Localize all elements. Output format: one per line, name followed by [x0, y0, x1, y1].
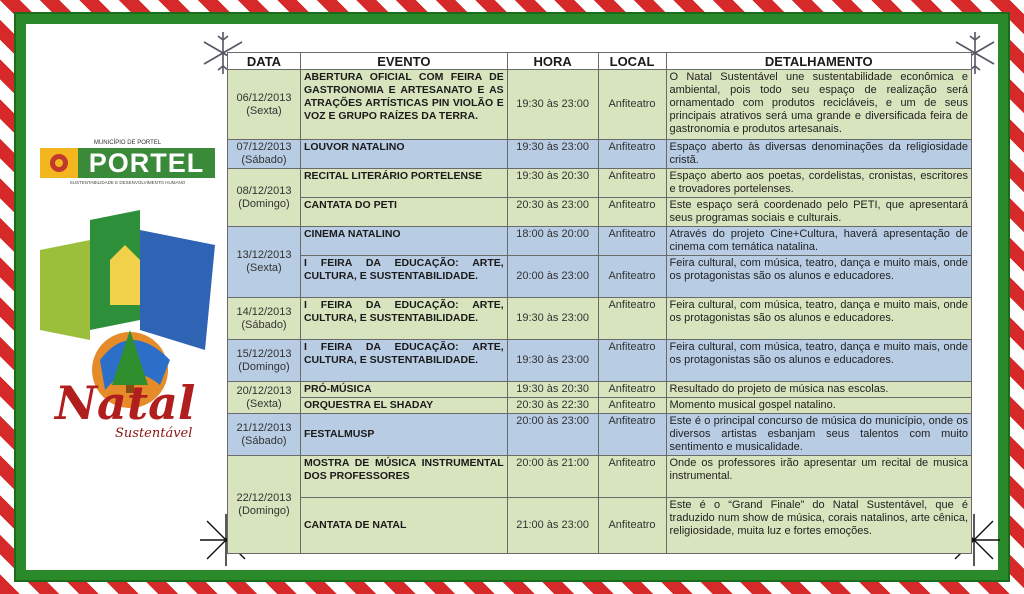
row-place: Anfiteatro	[598, 70, 666, 140]
table-row	[228, 227, 972, 256]
row-date: 15/12/2013 (Domingo)	[228, 340, 301, 382]
row-hour: 21:00 às 23:00	[507, 498, 598, 554]
row-hour: 20:00 às 23:00	[507, 414, 598, 456]
row-event: PRÓ-MÚSICA	[300, 382, 507, 398]
row-hour: 19:30 às 23:00	[507, 298, 598, 340]
row-event: ABERTURA OFICIAL COM FEIRA DE GASTRONOMIA E ARTESANATO E AS ATRAÇÕES ARTÍSTICAS PIN VIOLÃO E VOZ E GRUPO RAÍZES DA TERRA.	[300, 70, 507, 140]
row-detail: Este espaço será coordenado pelo PETI, que apresentará seus programas sociais e culturais.	[666, 198, 972, 227]
row-date: 14/12/2013 (Sábado)	[228, 298, 301, 340]
row-detail: Feira cultural, com música, teatro, dança e muito mais, onde os protagonistas são os alunos e educadores.	[666, 298, 972, 340]
row-event: CANTATA DO PETI	[300, 198, 507, 227]
col-header-date: DATA	[228, 53, 301, 70]
row-place: Anfiteatro	[598, 414, 666, 456]
row-date: 08/12/2013 (Domingo)	[228, 169, 301, 227]
row-detail: Este é o “Grand Finale” do Natal Sustentável, que é traduzido num show de música, corais natalinos, arte cênica, religiosidade, muita luz e fortes emoções.	[666, 498, 972, 554]
col-header-event: EVENTO	[300, 53, 507, 70]
row-hour: 20:00 às 21:00	[507, 456, 598, 498]
row-hour: 19:30 às 20:30	[507, 382, 598, 398]
table-row	[228, 169, 972, 198]
table-row	[228, 414, 972, 456]
event-schedule-table	[227, 52, 972, 554]
col-header-hour: HORA	[507, 53, 598, 70]
row-event: CANTATA DE NATAL	[300, 498, 507, 554]
row-detail: Feira cultural, com música, teatro, dança e muito mais, onde os protagonistas são os alunos e educadores.	[666, 256, 972, 298]
row-date: 07/12/2013 (Sábado)	[228, 140, 301, 169]
row-hour: 19:30 às 23:00	[507, 340, 598, 382]
row-place: Anfiteatro	[598, 198, 666, 227]
row-hour: 19:30 às 20:30	[507, 169, 598, 198]
row-date: 20/12/2013 (Sexta)	[228, 382, 301, 414]
table-header-row	[228, 53, 972, 70]
sun-emblem-icon	[40, 148, 78, 178]
natal-wordmark: Natal	[55, 376, 196, 430]
row-event: MOSTRA DE MÚSICA INSTRUMENTAL DOS PROFESSORES	[300, 456, 507, 498]
row-hour: 19:30 às 23:00	[507, 140, 598, 169]
table-row	[228, 498, 972, 554]
row-event: CINEMA NATALINO	[300, 227, 507, 256]
row-hour: 18:00 às 20:00	[507, 227, 598, 256]
portel-logo-block	[40, 140, 215, 450]
row-detail: Através do projeto Cine+Cultura, haverá apresentação de cinema com temática natalina.	[666, 227, 972, 256]
row-date: 21/12/2013 (Sábado)	[228, 414, 301, 456]
row-detail: Espaço aberto aos poetas, cordelistas, cronistas, escritores e trovadores portelenses.	[666, 169, 972, 198]
row-date: 22/12/2013 (Domingo)	[228, 456, 301, 554]
row-date: 13/12/2013 (Sexta)	[228, 227, 301, 298]
sustentavel-wordmark: Sustentável	[115, 426, 193, 441]
row-detail: Este é o principal concurso de música do município, onde os diversos artistas esbanjam seus talentos com muito sentimento e musicalidade.	[666, 414, 972, 456]
row-place: Anfiteatro	[598, 298, 666, 340]
logo-caption: MUNICÍPIO DE PORTEL	[93, 140, 162, 146]
row-detail: O Natal Sustentável une sustentabilidade econômica e ambiental, pois todo seu espaço de realização será ornamentado com produtos recicláveis, e um de seus principais atrativos será uma grande e diversificada feira de gastronomia e produtos artesanais.	[666, 70, 972, 140]
table-row	[228, 382, 972, 398]
table-row	[228, 256, 972, 298]
row-place: Anfiteatro	[598, 498, 666, 554]
row-event: I FEIRA DA EDUCAÇÃO: ARTE, CULTURA, E SUSTENTABILIDADE.	[300, 256, 507, 298]
row-event: FESTALMUSP	[300, 414, 507, 456]
row-place: Anfiteatro	[598, 398, 666, 414]
row-place: Anfiteatro	[598, 340, 666, 382]
row-date: 06/12/2013 (Sexta)	[228, 70, 301, 140]
portel-brand: PORTEL	[78, 148, 215, 178]
row-detail: Momento musical gospel natalino.	[666, 398, 972, 414]
table-row	[228, 456, 972, 498]
row-place: Anfiteatro	[598, 456, 666, 498]
row-event: ORQUESTRA EL SHADAY	[300, 398, 507, 414]
row-event: RECITAL LITERÁRIO PORTELENSE	[300, 169, 507, 198]
table-row	[228, 198, 972, 227]
row-detail: Onde os professores irão apresentar um recital de musica instrumental.	[666, 456, 972, 498]
col-header-detail: DETALHAMENTO	[666, 53, 972, 70]
row-hour: 20:00 às 23:00	[507, 256, 598, 298]
table-row	[228, 340, 972, 382]
row-event: I FEIRA DA EDUCAÇÃO: ARTE, CULTURA, E SUSTENTABILIDADE.	[300, 298, 507, 340]
col-header-place: LOCAL	[598, 53, 666, 70]
row-place: Anfiteatro	[598, 227, 666, 256]
row-hour: 20:30 às 22:30	[507, 398, 598, 414]
row-event: I FEIRA DA EDUCAÇÃO: ARTE, CULTURA, E SUSTENTABILIDADE.	[300, 340, 507, 382]
row-detail: Resultado do projeto de música nas escolas.	[666, 382, 972, 398]
row-hour: 19:30 às 23:00	[507, 70, 598, 140]
row-hour: 20:30 às 23:00	[507, 198, 598, 227]
row-place: Anfiteatro	[598, 169, 666, 198]
table-row	[228, 298, 972, 340]
table-row	[228, 398, 972, 414]
table-row	[228, 70, 972, 140]
portel-logo	[40, 148, 215, 178]
portel-tagline: SUSTENTABILIDADE E DESENVOLVIMENTO HUMANO	[69, 180, 186, 185]
row-detail: Feira cultural, com música, teatro, dança e muito mais, onde os protagonistas são os alunos e educadores.	[666, 340, 972, 382]
table-row	[228, 140, 972, 169]
row-place: Anfiteatro	[598, 140, 666, 169]
row-detail: Espaço aberto às diversas denominações da religiosidade cristã.	[666, 140, 972, 169]
row-event: LOUVOR NATALINO	[300, 140, 507, 169]
row-place: Anfiteatro	[598, 382, 666, 398]
row-place: Anfiteatro	[598, 256, 666, 298]
